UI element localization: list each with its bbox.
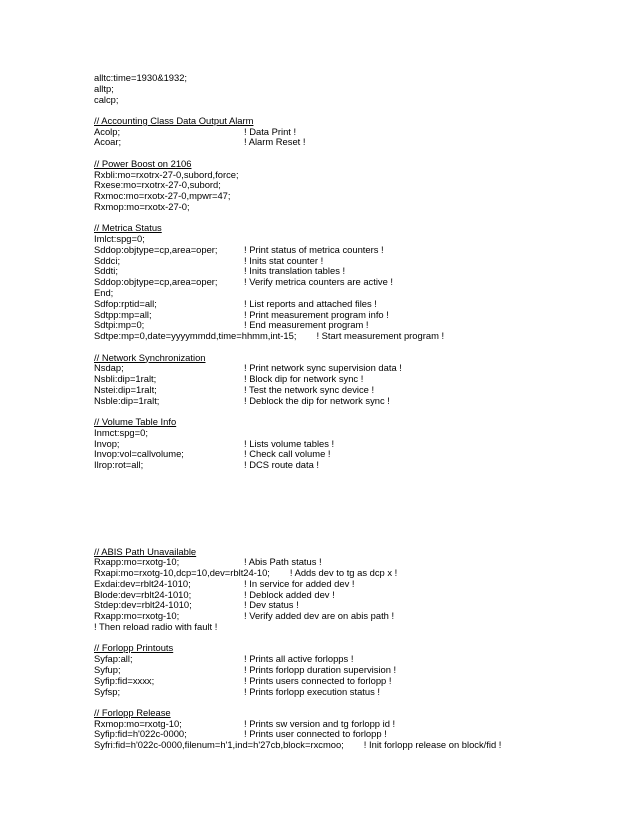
command-text: calcp;: [94, 93, 119, 105]
command-line: [94, 428, 614, 439]
command-text: End;: [94, 287, 114, 299]
command-comment: ! Print measurement program info !: [244, 308, 389, 320]
command-line: [94, 137, 614, 148]
command-line: [94, 460, 614, 471]
command-text: Imlct:spg=0;: [94, 233, 145, 245]
command-text: Sdtpe:mp=0,date=yyyymmdd,time=hhmm,int-15;: [94, 330, 297, 342]
command-text: Nsdap;: [94, 362, 124, 374]
section-heading: // Forlopp Release: [94, 706, 171, 718]
command-comment: ! Prints forlopp duration supervision !: [244, 663, 397, 675]
command-line: [94, 676, 614, 687]
command-comment: ! Dev status !: [244, 599, 299, 611]
section-block: [94, 159, 614, 213]
command-line: [94, 740, 614, 751]
section-block: [94, 223, 614, 342]
command-comment: ! Inits stat counter !: [244, 254, 324, 266]
command-line: [94, 202, 614, 213]
command-text: Syfup;: [94, 663, 121, 675]
command-comment: ! Prints user connected to forlopp !: [244, 728, 387, 740]
command-line: [94, 687, 614, 698]
command-comment: ! Init forlopp release on block/fid !: [363, 739, 502, 751]
command-text: Sddti;: [94, 265, 118, 277]
command-text: Rxmoc:mo=rxotx-27-0,mpwr=47;: [94, 190, 231, 202]
document-page: [94, 73, 614, 762]
command-comment: ! Print network sync supervision data !: [244, 362, 402, 374]
command-comment: ! Prints users connected to forlopp !: [244, 674, 392, 686]
command-text: alltp;: [94, 82, 114, 94]
command-text: Sdtpp:mp=all;: [94, 308, 152, 320]
command-comment: ! Verify metrica counters are active !: [244, 276, 394, 288]
command-text: Syfsp;: [94, 685, 121, 697]
command-comment: ! Print status of metrica counters !: [244, 243, 384, 255]
section-heading: // Metrica Status: [94, 222, 162, 234]
command-text: Sdfop:rptid=all;: [94, 297, 157, 309]
command-comment: ! Start measurement program !: [316, 330, 445, 342]
command-text: Nsble:dip=1ralt;: [94, 394, 160, 406]
command-text: Acolp;: [94, 125, 121, 137]
command-text: Nstei:dip=1ralt;: [94, 383, 157, 395]
section-heading: // Power Boost on 2106: [94, 157, 192, 169]
section-block: [94, 73, 614, 105]
command-line: [94, 245, 614, 256]
command-text: Inmct:spg=0;: [94, 426, 148, 438]
command-text: Invop;: [94, 437, 120, 449]
command-comment: ! Check call volume !: [244, 448, 331, 460]
command-text: Exdai:dev=rblt24-1010;: [94, 577, 191, 589]
command-text: alltc:time=1930&1932;: [94, 72, 188, 83]
section-block: [94, 643, 614, 697]
section-heading: // ABIS Path Unavailable: [94, 545, 197, 557]
command-line: [94, 331, 614, 342]
command-comment: ! Lists volume tables !: [244, 437, 335, 449]
command-line: [94, 277, 614, 288]
command-comment: ! Test the network sync device !: [244, 383, 375, 395]
command-text: Syfap:all;: [94, 653, 133, 665]
command-text: Syfip:fid=xxxx;: [94, 674, 155, 686]
command-text: Rxapi:mo=rxotg-10,dcp=10,dev=rblt24-10;: [94, 567, 270, 579]
command-line: [94, 95, 614, 106]
command-comment: ! Data Print !: [244, 125, 297, 137]
command-comment: ! Verify added dev are on abis path !: [244, 610, 395, 622]
section-block: [94, 708, 614, 751]
command-text: Syfri:fid=h'022c-0000,filenum=h'1,ind=h'27cb,block=rxcmoo;: [94, 739, 344, 751]
command-text: Sdtpi:mp=0;: [94, 319, 145, 331]
command-text: Rxapp:mo=rxotg-10;: [94, 556, 180, 568]
command-comment: ! Deblock the dip for network sync !: [244, 394, 390, 406]
command-text: Syfip:fid=h'022c-0000;: [94, 728, 187, 740]
command-line: [94, 396, 614, 407]
command-comment: ! Prints forlopp execution status !: [244, 685, 381, 697]
command-comment: ! Abis Path status !: [244, 556, 322, 568]
command-text: Blode:dev=rblt24-1010;: [94, 588, 192, 600]
command-line: [94, 73, 614, 84]
section-block: [94, 116, 614, 148]
command-text: Rxese:mo=rxotrx-27-0,subord;: [94, 179, 221, 191]
command-text: Sddop:objtype=cp,area=oper;: [94, 243, 218, 255]
command-comment: ! Inits translation tables !: [244, 265, 346, 277]
section-heading: // Network Synchronization: [94, 351, 206, 363]
page-gap: [94, 482, 614, 547]
command-text: Sddop:objtype=cp,area=oper;: [94, 276, 218, 288]
command-comment: ! List reports and attached files !: [244, 297, 377, 309]
section-block: [94, 547, 614, 633]
command-comment: ! Adds dev to tg as dcp x !: [289, 567, 398, 579]
command-text: Ilrop:rot=all;: [94, 459, 144, 471]
command-comment: ! Prints sw version and tg forlopp id !: [244, 717, 396, 729]
section-block: [94, 417, 614, 471]
command-text: ! Then reload radio with fault !: [94, 621, 218, 633]
command-line: [94, 622, 614, 633]
command-comment: ! DCS route data !: [244, 459, 320, 471]
command-text: Acoar;: [94, 136, 122, 148]
command-comment: ! Deblock added dev !: [244, 588, 335, 600]
command-comment: ! In service for added dev !: [244, 577, 355, 589]
command-text: Rxmop:mo=rxotx-27-0;: [94, 200, 190, 212]
command-text: Rxbli:mo=rxotrx-27-0,subord,force;: [94, 168, 239, 180]
command-text: Rxapp:mo=rxotg-10;: [94, 610, 180, 622]
command-line: [94, 449, 614, 460]
command-text: Rxmop:mo=rxotg-10;: [94, 717, 182, 729]
command-text: Nsbli:dip=1ralt;: [94, 373, 157, 385]
command-comment: ! End measurement program !: [244, 319, 369, 331]
command-text: Sddci;: [94, 254, 121, 266]
command-comment: ! Block dip for network sync !: [244, 373, 364, 385]
command-text: Invop:vol=callvolume;: [94, 448, 184, 460]
section-heading: // Forlopp Printouts: [94, 642, 174, 654]
command-line: [94, 127, 614, 138]
command-line: [94, 84, 614, 95]
command-comment: ! Prints all active forlopps !: [244, 653, 354, 665]
section-block: [94, 353, 614, 407]
command-text: Stdep:dev=rblt24-1010;: [94, 599, 192, 611]
section-heading: // Accounting Class Data Output Alarm: [94, 114, 254, 126]
command-line: [94, 256, 614, 267]
command-comment: ! Alarm Reset !: [244, 136, 306, 148]
section-heading: // Volume Table Info: [94, 416, 177, 428]
